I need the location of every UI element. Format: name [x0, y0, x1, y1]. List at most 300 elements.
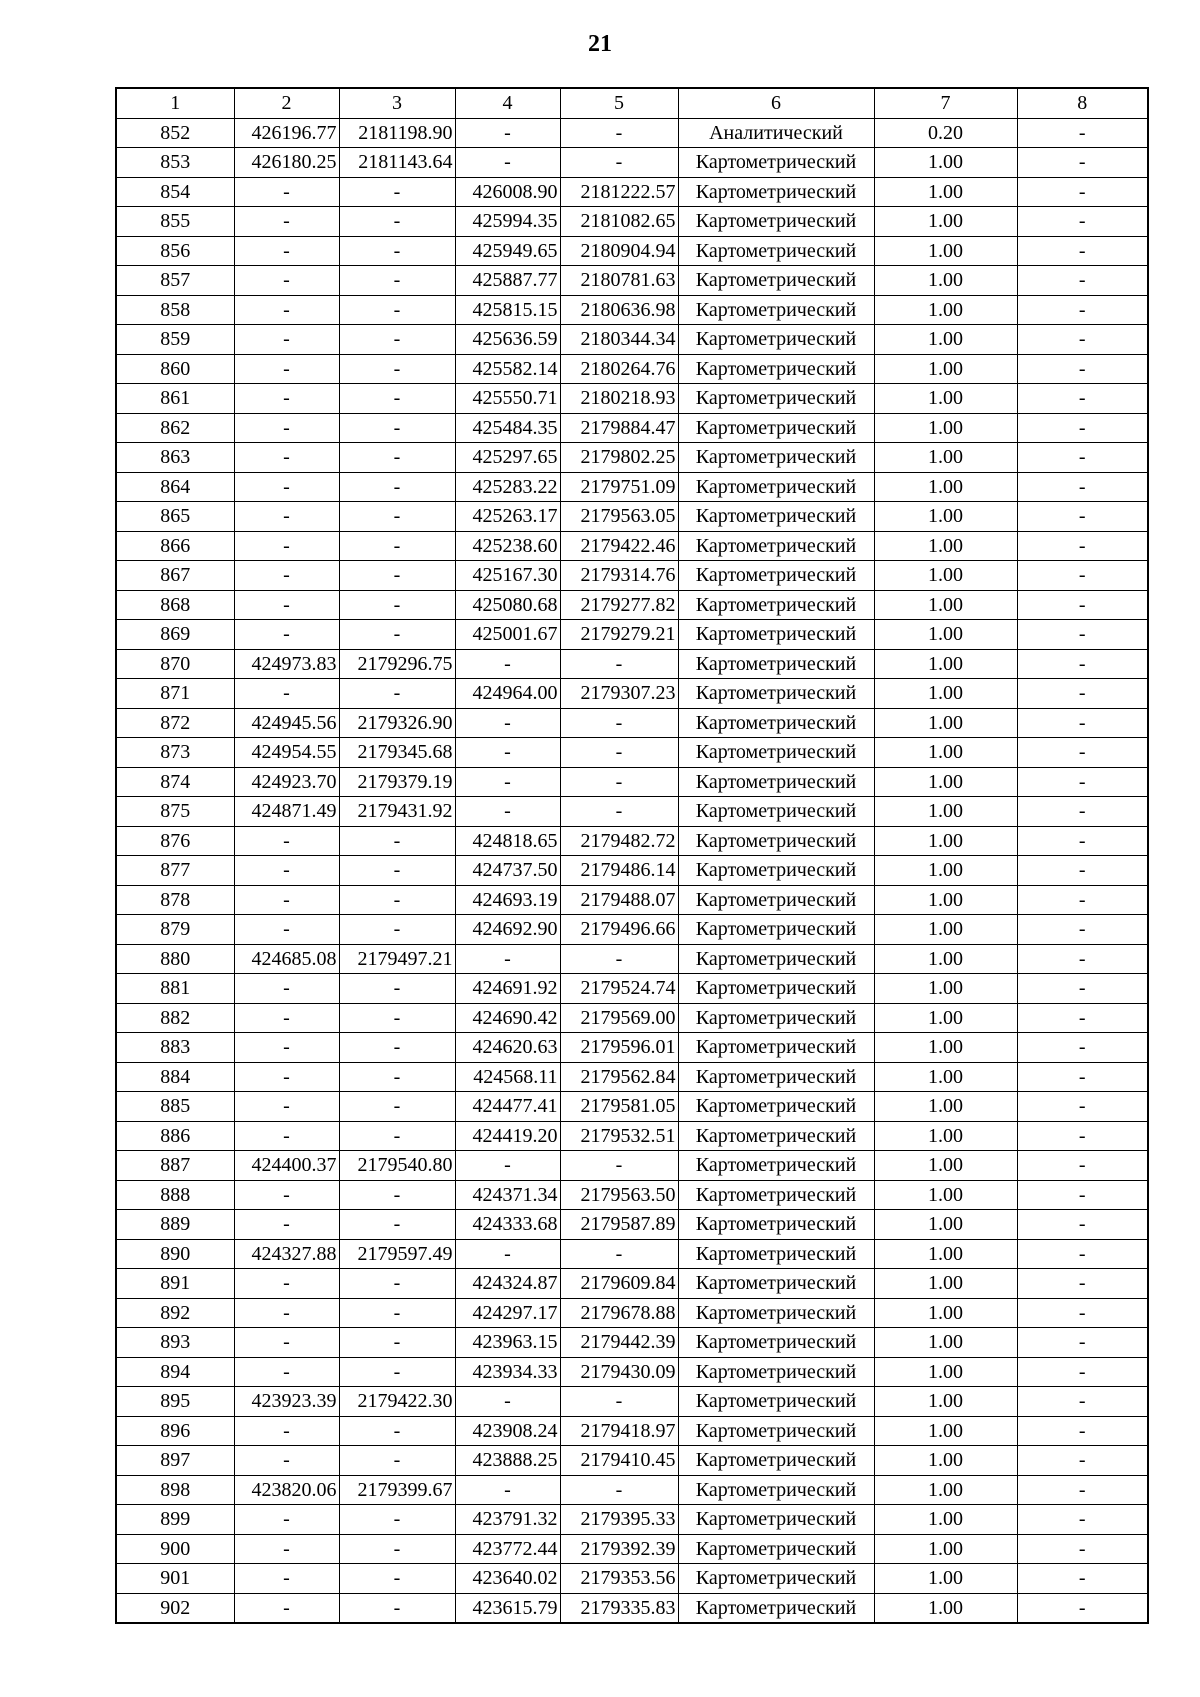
table-row: [116, 1269, 1148, 1299]
table-row: [116, 148, 1148, 178]
description-cell: -: [1017, 1062, 1148, 1092]
x-coord-old-cell: -: [234, 266, 339, 296]
point-number-cell: 893: [116, 1328, 234, 1358]
y-coord-new-cell: 2179802.25: [560, 443, 678, 473]
point-number-cell: 897: [116, 1446, 234, 1476]
table-row: [116, 502, 1148, 532]
x-coord-new-cell: -: [455, 649, 560, 679]
y-coord-old-cell: -: [339, 590, 455, 620]
y-coord-new-cell: 2179486.14: [560, 856, 678, 886]
y-coord-old-cell: 2179326.90: [339, 708, 455, 738]
y-coord-old-cell: -: [339, 1062, 455, 1092]
y-coord-old-cell: -: [339, 1357, 455, 1387]
accuracy-cell: 1.00: [874, 1239, 1017, 1269]
accuracy-cell: 1.00: [874, 266, 1017, 296]
y-coord-new-cell: 2180636.98: [560, 295, 678, 325]
method-cell: Картометрический: [678, 502, 874, 532]
method-cell: Картометрический: [678, 1033, 874, 1063]
x-coord-old-cell: -: [234, 1534, 339, 1564]
x-coord-new-cell: 425815.15: [455, 295, 560, 325]
y-coord-new-cell: 2180218.93: [560, 384, 678, 414]
table-row: [116, 1505, 1148, 1535]
x-coord-new-cell: 423934.33: [455, 1357, 560, 1387]
point-number-cell: 890: [116, 1239, 234, 1269]
x-coord-new-cell: 424477.41: [455, 1092, 560, 1122]
point-number-cell: 886: [116, 1121, 234, 1151]
x-coord-old-cell: -: [234, 1033, 339, 1063]
y-coord-old-cell: 2179345.68: [339, 738, 455, 768]
x-coord-old-cell: -: [234, 915, 339, 945]
x-coord-old-cell: -: [234, 1446, 339, 1476]
accuracy-cell: 1.00: [874, 177, 1017, 207]
y-coord-new-cell: 2179678.88: [560, 1298, 678, 1328]
accuracy-cell: 1.00: [874, 1416, 1017, 1446]
x-coord-old-cell: 426196.77: [234, 118, 339, 148]
method-cell: Картометрический: [678, 944, 874, 974]
method-cell: Картометрический: [678, 1564, 874, 1594]
table-row: [116, 1003, 1148, 1033]
x-coord-new-cell: 424568.11: [455, 1062, 560, 1092]
point-number-cell: 883: [116, 1033, 234, 1063]
y-coord-old-cell: -: [339, 413, 455, 443]
table-row: [116, 1564, 1148, 1594]
x-coord-new-cell: -: [455, 944, 560, 974]
table-row: [116, 1475, 1148, 1505]
y-coord-old-cell: -: [339, 1505, 455, 1535]
method-cell: Картометрический: [678, 738, 874, 768]
x-coord-old-cell: -: [234, 413, 339, 443]
method-cell: Картометрический: [678, 1593, 874, 1623]
x-coord-new-cell: 424964.00: [455, 679, 560, 709]
accuracy-cell: 1.00: [874, 1357, 1017, 1387]
description-cell: -: [1017, 384, 1148, 414]
description-cell: -: [1017, 1180, 1148, 1210]
y-coord-old-cell: -: [339, 561, 455, 591]
table-row: [116, 1210, 1148, 1240]
x-coord-new-cell: 424419.20: [455, 1121, 560, 1151]
y-coord-old-cell: -: [339, 236, 455, 266]
point-number-cell: 891: [116, 1269, 234, 1299]
point-number-cell: 881: [116, 974, 234, 1004]
method-cell: Картометрический: [678, 1505, 874, 1535]
y-coord-old-cell: -: [339, 856, 455, 886]
description-cell: -: [1017, 531, 1148, 561]
description-cell: -: [1017, 738, 1148, 768]
method-cell: Картометрический: [678, 531, 874, 561]
x-coord-new-cell: 425994.35: [455, 207, 560, 237]
method-cell: Картометрический: [678, 561, 874, 591]
x-coord-old-cell: -: [234, 1092, 339, 1122]
x-coord-new-cell: 424324.87: [455, 1269, 560, 1299]
y-coord-old-cell: -: [339, 502, 455, 532]
point-number-cell: 878: [116, 885, 234, 915]
x-coord-new-cell: -: [455, 1239, 560, 1269]
x-coord-old-cell: -: [234, 974, 339, 1004]
table-row: [116, 1180, 1148, 1210]
header-cell: 2: [234, 88, 339, 118]
table-row: [116, 472, 1148, 502]
x-coord-old-cell: -: [234, 443, 339, 473]
y-coord-new-cell: 2179488.07: [560, 885, 678, 915]
x-coord-old-cell: 424327.88: [234, 1239, 339, 1269]
description-cell: -: [1017, 325, 1148, 355]
table-row: [116, 826, 1148, 856]
x-coord-new-cell: 424333.68: [455, 1210, 560, 1240]
y-coord-old-cell: -: [339, 1180, 455, 1210]
description-cell: -: [1017, 1121, 1148, 1151]
accuracy-cell: 1.00: [874, 1180, 1017, 1210]
description-cell: -: [1017, 590, 1148, 620]
method-cell: Картометрический: [678, 1239, 874, 1269]
accuracy-cell: 1.00: [874, 1446, 1017, 1476]
x-coord-old-cell: -: [234, 384, 339, 414]
method-cell: Картометрический: [678, 1387, 874, 1417]
table-row: [116, 354, 1148, 384]
table-row: [116, 915, 1148, 945]
y-coord-new-cell: 2179277.82: [560, 590, 678, 620]
description-cell: -: [1017, 974, 1148, 1004]
description-cell: -: [1017, 1357, 1148, 1387]
x-coord-old-cell: -: [234, 1121, 339, 1151]
y-coord-old-cell: -: [339, 1298, 455, 1328]
table-header-row: [116, 88, 1148, 118]
description-cell: -: [1017, 443, 1148, 473]
header-cell: 4: [455, 88, 560, 118]
y-coord-new-cell: 2179569.00: [560, 1003, 678, 1033]
point-number-cell: 885: [116, 1092, 234, 1122]
description-cell: -: [1017, 413, 1148, 443]
x-coord-new-cell: -: [455, 1151, 560, 1181]
accuracy-cell: 1.00: [874, 1328, 1017, 1358]
table-row: [116, 443, 1148, 473]
table-row: [116, 1239, 1148, 1269]
accuracy-cell: 1.00: [874, 1387, 1017, 1417]
accuracy-cell: 1.00: [874, 148, 1017, 178]
accuracy-cell: 1.00: [874, 885, 1017, 915]
accuracy-cell: 0.20: [874, 118, 1017, 148]
x-coord-old-cell: 424954.55: [234, 738, 339, 768]
table-row: [116, 1593, 1148, 1623]
description-cell: -: [1017, 1210, 1148, 1240]
point-number-cell: 865: [116, 502, 234, 532]
x-coord-new-cell: -: [455, 738, 560, 768]
x-coord-new-cell: 423615.79: [455, 1593, 560, 1623]
accuracy-cell: 1.00: [874, 531, 1017, 561]
description-cell: -: [1017, 708, 1148, 738]
x-coord-new-cell: 425001.67: [455, 620, 560, 650]
accuracy-cell: 1.00: [874, 797, 1017, 827]
x-coord-old-cell: -: [234, 1328, 339, 1358]
y-coord-new-cell: 2179430.09: [560, 1357, 678, 1387]
y-coord-old-cell: -: [339, 1564, 455, 1594]
x-coord-new-cell: -: [455, 767, 560, 797]
table-row: [116, 1298, 1148, 1328]
accuracy-cell: 1.00: [874, 944, 1017, 974]
table-row: [116, 944, 1148, 974]
table-row: [116, 561, 1148, 591]
point-number-cell: 898: [116, 1475, 234, 1505]
accuracy-cell: 1.00: [874, 1475, 1017, 1505]
y-coord-old-cell: -: [339, 325, 455, 355]
x-coord-old-cell: 423820.06: [234, 1475, 339, 1505]
point-number-cell: 876: [116, 826, 234, 856]
table-row: [116, 1062, 1148, 1092]
x-coord-old-cell: -: [234, 1593, 339, 1623]
x-coord-new-cell: 423640.02: [455, 1564, 560, 1594]
method-cell: Картометрический: [678, 915, 874, 945]
description-cell: -: [1017, 561, 1148, 591]
x-coord-new-cell: 424737.50: [455, 856, 560, 886]
method-cell: Картометрический: [678, 177, 874, 207]
table-body: [116, 118, 1148, 1623]
y-coord-old-cell: 2181143.64: [339, 148, 455, 178]
description-cell: -: [1017, 295, 1148, 325]
x-coord-new-cell: 426008.90: [455, 177, 560, 207]
x-coord-old-cell: -: [234, 502, 339, 532]
accuracy-cell: 1.00: [874, 1151, 1017, 1181]
description-cell: -: [1017, 1416, 1148, 1446]
x-coord-old-cell: -: [234, 354, 339, 384]
y-coord-old-cell: 2181198.90: [339, 118, 455, 148]
description-cell: -: [1017, 944, 1148, 974]
y-coord-new-cell: 2179482.72: [560, 826, 678, 856]
y-coord-old-cell: -: [339, 885, 455, 915]
point-number-cell: 895: [116, 1387, 234, 1417]
x-coord-new-cell: 425582.14: [455, 354, 560, 384]
accuracy-cell: 1.00: [874, 443, 1017, 473]
table-row: [116, 856, 1148, 886]
description-cell: -: [1017, 649, 1148, 679]
point-number-cell: 877: [116, 856, 234, 886]
y-coord-old-cell: -: [339, 1121, 455, 1151]
description-cell: -: [1017, 1475, 1148, 1505]
x-coord-old-cell: 424400.37: [234, 1151, 339, 1181]
method-cell: Картометрический: [678, 266, 874, 296]
accuracy-cell: 1.00: [874, 1003, 1017, 1033]
x-coord-old-cell: -: [234, 472, 339, 502]
method-cell: Картометрический: [678, 1151, 874, 1181]
y-coord-new-cell: -: [560, 797, 678, 827]
point-number-cell: 869: [116, 620, 234, 650]
y-coord-new-cell: -: [560, 944, 678, 974]
method-cell: Картометрический: [678, 1269, 874, 1299]
y-coord-old-cell: 2179497.21: [339, 944, 455, 974]
x-coord-old-cell: -: [234, 1180, 339, 1210]
table-row: [116, 620, 1148, 650]
accuracy-cell: 1.00: [874, 502, 1017, 532]
description-cell: -: [1017, 1446, 1148, 1476]
point-number-cell: 856: [116, 236, 234, 266]
table-row: [116, 679, 1148, 709]
y-coord-new-cell: 2180904.94: [560, 236, 678, 266]
accuracy-cell: 1.00: [874, 826, 1017, 856]
description-cell: -: [1017, 1033, 1148, 1063]
accuracy-cell: 1.00: [874, 1092, 1017, 1122]
accuracy-cell: 1.00: [874, 1593, 1017, 1623]
y-coord-new-cell: 2179410.45: [560, 1446, 678, 1476]
x-coord-old-cell: -: [234, 236, 339, 266]
method-cell: Аналитический: [678, 118, 874, 148]
point-number-cell: 863: [116, 443, 234, 473]
x-coord-old-cell: -: [234, 561, 339, 591]
x-coord-new-cell: -: [455, 1387, 560, 1417]
x-coord-old-cell: 423923.39: [234, 1387, 339, 1417]
x-coord-new-cell: -: [455, 797, 560, 827]
point-number-cell: 873: [116, 738, 234, 768]
method-cell: Картометрический: [678, 856, 874, 886]
y-coord-new-cell: 2179335.83: [560, 1593, 678, 1623]
page-number: 21: [588, 31, 612, 57]
description-cell: -: [1017, 797, 1148, 827]
description-cell: -: [1017, 1092, 1148, 1122]
y-coord-new-cell: 2179496.66: [560, 915, 678, 945]
y-coord-old-cell: 2179399.67: [339, 1475, 455, 1505]
y-coord-old-cell: 2179597.49: [339, 1239, 455, 1269]
y-coord-new-cell: 2180781.63: [560, 266, 678, 296]
accuracy-cell: 1.00: [874, 413, 1017, 443]
x-coord-new-cell: -: [455, 118, 560, 148]
method-cell: Картометрический: [678, 354, 874, 384]
x-coord-new-cell: 425636.59: [455, 325, 560, 355]
accuracy-cell: 1.00: [874, 1534, 1017, 1564]
table-row: [116, 1416, 1148, 1446]
point-number-cell: 879: [116, 915, 234, 945]
x-coord-old-cell: 424923.70: [234, 767, 339, 797]
y-coord-new-cell: 2179596.01: [560, 1033, 678, 1063]
description-cell: -: [1017, 1534, 1148, 1564]
table-row: [116, 1151, 1148, 1181]
accuracy-cell: 1.00: [874, 472, 1017, 502]
y-coord-new-cell: 2179422.46: [560, 531, 678, 561]
y-coord-old-cell: -: [339, 974, 455, 1004]
point-number-cell: 892: [116, 1298, 234, 1328]
accuracy-cell: 1.00: [874, 1210, 1017, 1240]
y-coord-new-cell: -: [560, 767, 678, 797]
method-cell: Картометрический: [678, 1210, 874, 1240]
table-row: [116, 649, 1148, 679]
method-cell: Картометрический: [678, 1092, 874, 1122]
accuracy-cell: 1.00: [874, 974, 1017, 1004]
y-coord-old-cell: -: [339, 266, 455, 296]
method-cell: Картометрический: [678, 797, 874, 827]
point-number-cell: 894: [116, 1357, 234, 1387]
x-coord-old-cell: -: [234, 1062, 339, 1092]
point-number-cell: 860: [116, 354, 234, 384]
method-cell: Картометрический: [678, 679, 874, 709]
y-coord-old-cell: -: [339, 207, 455, 237]
x-coord-old-cell: -: [234, 590, 339, 620]
header-cell: 1: [116, 88, 234, 118]
y-coord-old-cell: -: [339, 1593, 455, 1623]
y-coord-old-cell: -: [339, 1210, 455, 1240]
y-coord-new-cell: -: [560, 649, 678, 679]
method-cell: Картометрический: [678, 1534, 874, 1564]
x-coord-new-cell: 424693.19: [455, 885, 560, 915]
y-coord-old-cell: -: [339, 177, 455, 207]
x-coord-old-cell: -: [234, 1564, 339, 1594]
method-cell: Картометрический: [678, 1121, 874, 1151]
x-coord-old-cell: -: [234, 207, 339, 237]
x-coord-new-cell: -: [455, 148, 560, 178]
accuracy-cell: 1.00: [874, 1564, 1017, 1594]
header-cell: 3: [339, 88, 455, 118]
y-coord-new-cell: 2179751.09: [560, 472, 678, 502]
x-coord-old-cell: -: [234, 679, 339, 709]
y-coord-old-cell: 2179296.75: [339, 649, 455, 679]
accuracy-cell: 1.00: [874, 767, 1017, 797]
method-cell: Картометрический: [678, 590, 874, 620]
x-coord-old-cell: -: [234, 1269, 339, 1299]
point-number-cell: 887: [116, 1151, 234, 1181]
x-coord-new-cell: 425949.65: [455, 236, 560, 266]
point-number-cell: 888: [116, 1180, 234, 1210]
point-number-cell: 852: [116, 118, 234, 148]
accuracy-cell: 1.00: [874, 354, 1017, 384]
point-number-cell: 861: [116, 384, 234, 414]
point-number-cell: 882: [116, 1003, 234, 1033]
header-cell: 6: [678, 88, 874, 118]
y-coord-old-cell: -: [339, 1416, 455, 1446]
description-cell: -: [1017, 1239, 1148, 1269]
y-coord-old-cell: -: [339, 915, 455, 945]
accuracy-cell: 1.00: [874, 207, 1017, 237]
y-coord-old-cell: 2179379.19: [339, 767, 455, 797]
accuracy-cell: 1.00: [874, 561, 1017, 591]
point-number-cell: 864: [116, 472, 234, 502]
accuracy-cell: 1.00: [874, 679, 1017, 709]
point-number-cell: 870: [116, 649, 234, 679]
description-cell: -: [1017, 1328, 1148, 1358]
point-number-cell: 896: [116, 1416, 234, 1446]
x-coord-new-cell: 424371.34: [455, 1180, 560, 1210]
point-number-cell: 867: [116, 561, 234, 591]
y-coord-new-cell: 2181082.65: [560, 207, 678, 237]
x-coord-old-cell: -: [234, 1357, 339, 1387]
method-cell: Картометрический: [678, 649, 874, 679]
x-coord-new-cell: 424818.65: [455, 826, 560, 856]
method-cell: Картометрический: [678, 1446, 874, 1476]
y-coord-new-cell: 2179563.05: [560, 502, 678, 532]
method-cell: Картометрический: [678, 384, 874, 414]
point-number-cell: 880: [116, 944, 234, 974]
method-cell: Картометрический: [678, 1357, 874, 1387]
point-number-cell: 871: [116, 679, 234, 709]
y-coord-old-cell: -: [339, 620, 455, 650]
y-coord-old-cell: -: [339, 354, 455, 384]
y-coord-new-cell: -: [560, 1475, 678, 1505]
x-coord-old-cell: -: [234, 856, 339, 886]
x-coord-old-cell: -: [234, 1298, 339, 1328]
method-cell: Картометрический: [678, 472, 874, 502]
description-cell: -: [1017, 767, 1148, 797]
point-number-cell: 859: [116, 325, 234, 355]
y-coord-old-cell: 2179431.92: [339, 797, 455, 827]
x-coord-old-cell: -: [234, 885, 339, 915]
x-coord-old-cell: -: [234, 1505, 339, 1535]
y-coord-new-cell: 2179563.50: [560, 1180, 678, 1210]
method-cell: Картометрический: [678, 443, 874, 473]
point-number-cell: 857: [116, 266, 234, 296]
method-cell: Картометрический: [678, 1328, 874, 1358]
table-row: [116, 207, 1148, 237]
point-number-cell: 899: [116, 1505, 234, 1535]
table-row: [116, 531, 1148, 561]
y-coord-new-cell: 2179884.47: [560, 413, 678, 443]
point-number-cell: 858: [116, 295, 234, 325]
method-cell: Картометрический: [678, 1416, 874, 1446]
y-coord-old-cell: -: [339, 1033, 455, 1063]
x-coord-new-cell: 425887.77: [455, 266, 560, 296]
